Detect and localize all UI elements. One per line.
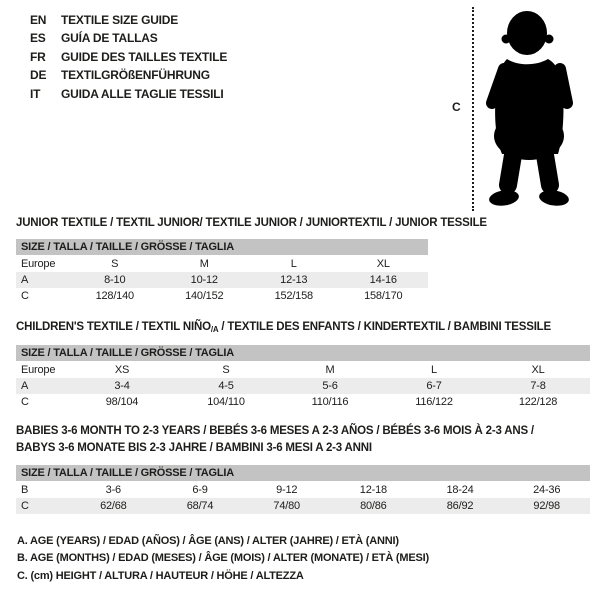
height-dotted-line bbox=[472, 7, 474, 211]
height-cell: 80/86 bbox=[360, 500, 387, 512]
size-cell: L bbox=[431, 364, 437, 376]
language-title: GUÍA DE TALLAS bbox=[61, 31, 158, 46]
junior-textile-section bbox=[16, 217, 487, 304]
language-code: FR bbox=[30, 49, 46, 64]
language-code: IT bbox=[30, 86, 41, 101]
language-title: GUIDE DES TAILLES TEXTILE bbox=[61, 49, 228, 64]
language-row-es bbox=[30, 29, 227, 47]
height-cell: 98/104 bbox=[105, 396, 139, 408]
row-label: C bbox=[21, 396, 29, 408]
language-row-it bbox=[30, 85, 227, 103]
language-row-de bbox=[30, 66, 227, 84]
row-label: Europe bbox=[21, 364, 56, 376]
size-cell: M bbox=[325, 364, 335, 376]
title-text: CHILDREN'S TEXTILE / TEXTIL NIÑO bbox=[16, 321, 211, 333]
height-cell: 104/110 bbox=[207, 396, 245, 408]
row-label: C bbox=[21, 290, 29, 302]
age-cell: 10-12 bbox=[190, 274, 218, 286]
babies-section-title-line2: BABYS 3-6 MONATE BIS 2-3 JAHRE / BAMBINI 3-6 MESI A 2-3 ANNI bbox=[16, 442, 372, 454]
height-cell: 152/158 bbox=[274, 290, 313, 302]
language-code: DE bbox=[30, 68, 47, 83]
months-cell: 9-12 bbox=[276, 484, 298, 496]
height-cell: 116/122 bbox=[415, 396, 453, 408]
size-cell: M bbox=[199, 258, 209, 270]
height-cell: 158/170 bbox=[364, 290, 403, 302]
table-row-height bbox=[16, 288, 428, 304]
row-label: C bbox=[21, 500, 29, 512]
table-row-months bbox=[16, 482, 590, 498]
age-cell: 12-13 bbox=[280, 274, 308, 286]
junior-size-table bbox=[16, 239, 428, 304]
childrens-section-title bbox=[16, 321, 590, 336]
language-code: ES bbox=[30, 31, 46, 46]
age-cell: 8-10 bbox=[104, 274, 126, 286]
row-label: A bbox=[21, 274, 29, 286]
months-cell: 3-6 bbox=[105, 484, 121, 496]
table-row-age bbox=[16, 378, 590, 394]
age-cell: 7-8 bbox=[530, 380, 546, 392]
table-row-age bbox=[16, 272, 428, 288]
note-age-months: B. AGE (MONTHS) / EDAD (MESES) / ÂGE (MOIS) / ALTER (MONATE) / ETÀ (MESI) bbox=[17, 552, 429, 565]
size-cell: XL bbox=[376, 258, 390, 270]
age-cell: 14-16 bbox=[369, 274, 397, 286]
title-text: / TEXTILE DES ENFANTS / KINDERTEXTIL / BAMBINI TESSILE bbox=[218, 321, 551, 333]
size-cell: L bbox=[290, 258, 297, 270]
childrens-textile-section bbox=[16, 321, 590, 410]
note-age-years: A. AGE (YEARS) / EDAD (AÑOS) / ÂGE (ANS) / ALTER (JAHRE) / ETÀ (ANNI) bbox=[17, 535, 399, 547]
language-row-en bbox=[30, 11, 227, 29]
height-cell: 86/92 bbox=[446, 500, 474, 512]
babies-textile-section bbox=[16, 423, 590, 514]
toddler-silhouette-icon bbox=[480, 9, 590, 209]
size-cell: XS bbox=[114, 364, 130, 376]
row-label: Europe bbox=[21, 258, 56, 270]
height-cell: 110/116 bbox=[311, 396, 349, 408]
junior-section-title: JUNIOR TEXTILE / TEXTIL JUNIOR/ TEXTILE JUNIOR / JUNIORTEXTIL / JUNIOR TESSILE bbox=[16, 217, 487, 229]
size-header-bar: SIZE / TALLA / TAILLE / GRÖSSE / TAGLIA bbox=[16, 465, 590, 481]
age-cell: 3-4 bbox=[114, 380, 130, 392]
height-measure-figure bbox=[445, 4, 595, 214]
title-subscript: /A bbox=[210, 325, 219, 334]
table-row-height bbox=[16, 498, 590, 514]
height-cell: 122/128 bbox=[518, 396, 558, 408]
size-cell: S bbox=[222, 364, 230, 376]
months-cell: 12-18 bbox=[359, 484, 387, 496]
size-cell: S bbox=[111, 258, 119, 270]
row-label: A bbox=[21, 380, 29, 392]
height-cell: 140/152 bbox=[185, 290, 224, 302]
age-cell: 4-5 bbox=[218, 380, 234, 392]
height-cell: 128/140 bbox=[95, 290, 134, 302]
height-cell: 62/68 bbox=[100, 500, 127, 512]
childrens-size-table bbox=[16, 345, 590, 410]
row-label: B bbox=[21, 484, 29, 496]
size-header-bar: SIZE / TALLA / TAILLE / GRÖSSE / TAGLIA bbox=[16, 345, 590, 361]
language-title: GUIDA ALLE TAGLIE TESSILI bbox=[61, 86, 224, 101]
size-cell: XL bbox=[531, 364, 545, 376]
language-row-fr bbox=[30, 48, 227, 66]
age-cell: 5-6 bbox=[322, 380, 338, 392]
babies-section-title-line1: BABIES 3-6 MONTH TO 2-3 YEARS / BEBÉS 3-6 MESES A 2-3 AÑOS / BÉBÉS 3-6 MOIS À 2-3 ANS / bbox=[16, 425, 534, 437]
months-cell: 6-9 bbox=[192, 484, 208, 496]
legend-notes bbox=[17, 533, 429, 585]
babies-size-table bbox=[16, 465, 590, 514]
age-cell: 6-7 bbox=[426, 380, 442, 392]
size-header-bar: SIZE / TALLA / TAILLE / GRÖSSE / TAGLIA bbox=[16, 239, 428, 255]
months-cell: 18-24 bbox=[446, 484, 474, 496]
table-row-europe bbox=[16, 362, 590, 378]
height-marker-label: C bbox=[452, 100, 461, 114]
language-code: EN bbox=[30, 13, 47, 27]
language-title-list bbox=[30, 11, 227, 103]
height-cell: 68/74 bbox=[186, 500, 214, 512]
height-cell: 92/98 bbox=[533, 500, 560, 512]
months-cell: 24-36 bbox=[533, 484, 561, 496]
table-row-europe bbox=[16, 256, 428, 272]
table-row-height bbox=[16, 394, 590, 410]
height-cell: 74/80 bbox=[273, 500, 300, 512]
language-title: TEXTILE SIZE GUIDE bbox=[61, 13, 179, 27]
language-title: TEXTILGRÖßENFÜHRUNG bbox=[61, 68, 210, 83]
note-height-cm: C. (cm) HEIGHT / ALTURA / HAUTEUR / HÖHE / ALTEZZA bbox=[17, 569, 304, 582]
